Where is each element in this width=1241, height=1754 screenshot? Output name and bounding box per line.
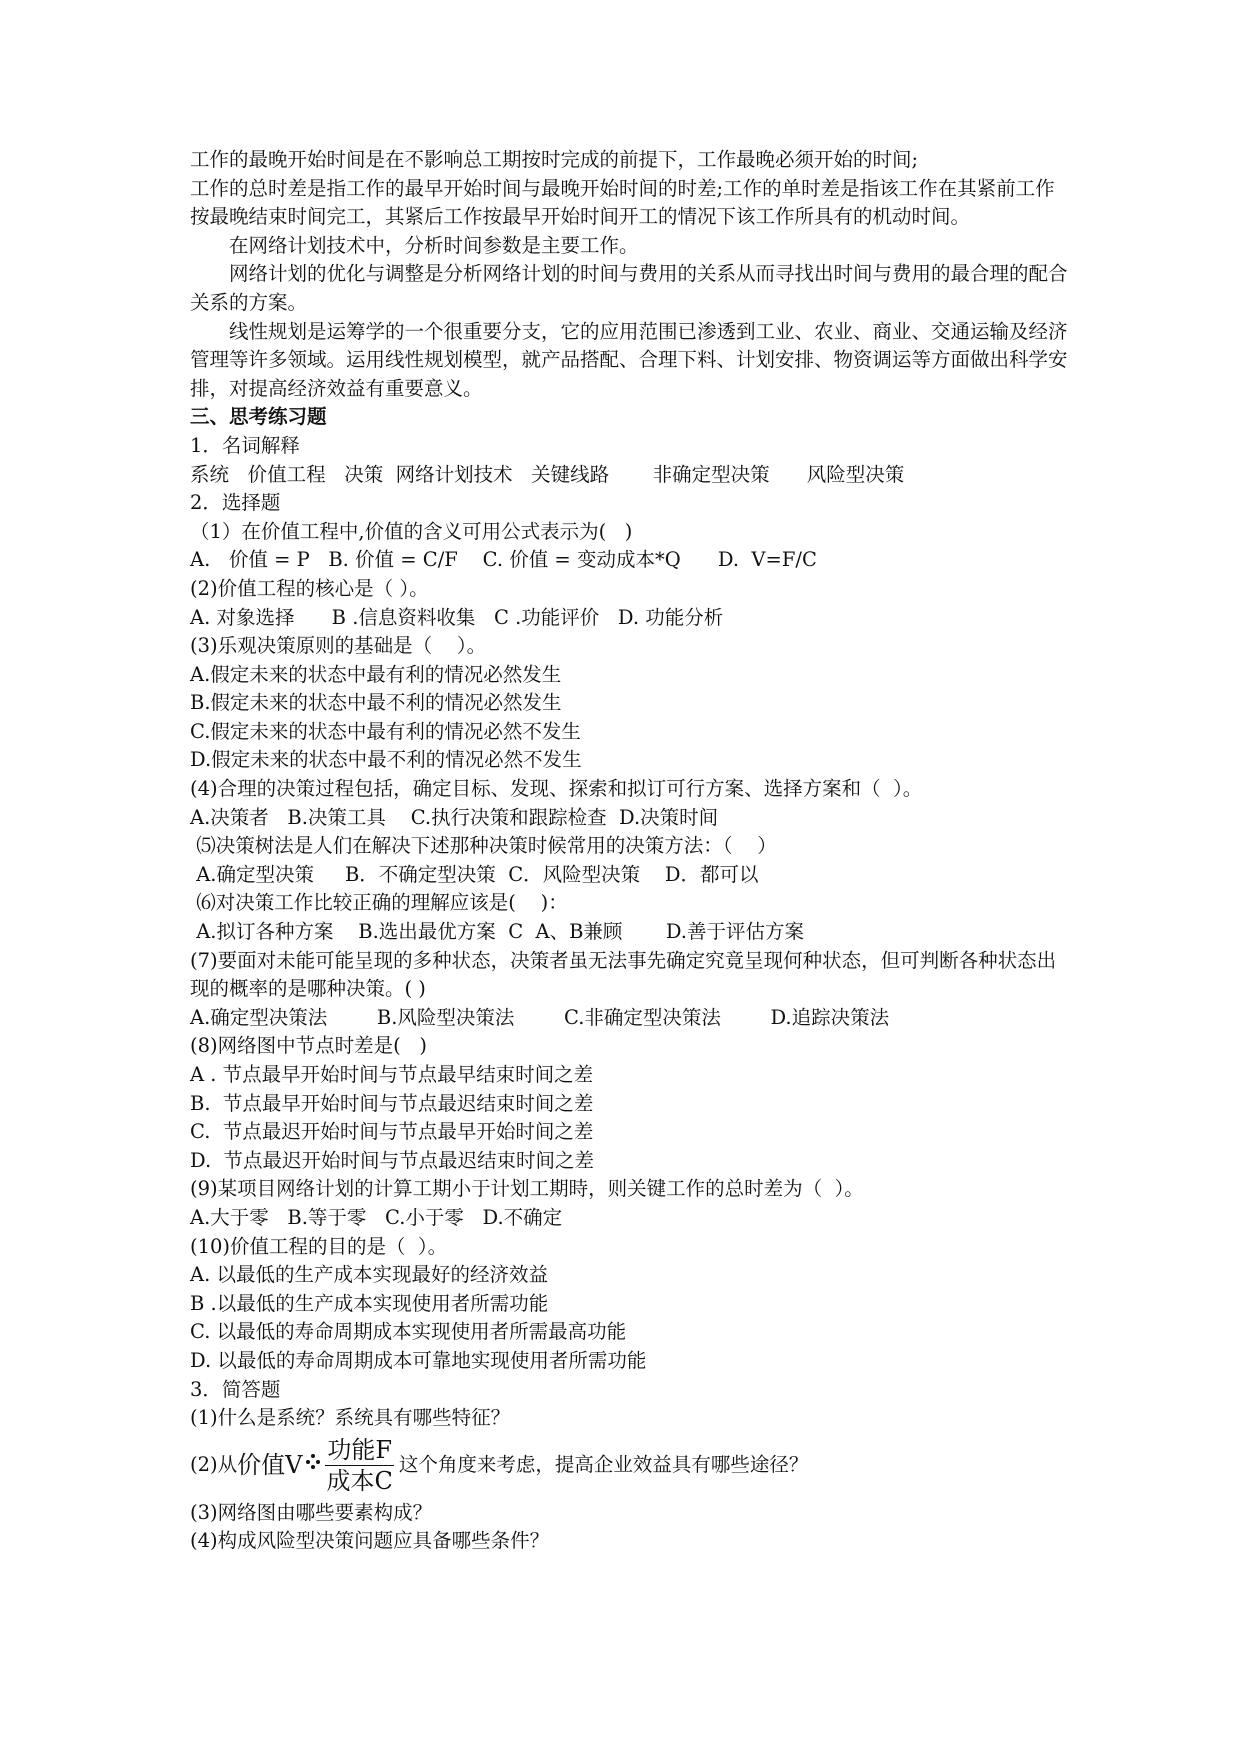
choice-question-1: （1）在价值工程中,价值的含义可用公式表示为( ) <box>190 519 633 543</box>
choice-option: B .以最低的生产成本实现使用者所需功能 <box>190 1291 549 1315</box>
q2-numerator: 功能F <box>327 1436 392 1465</box>
short-question-3: (3)网络图由哪些要素构成？ <box>190 1500 433 1524</box>
choice-question-7: (7)要面对未能可能呈现的多种状态，决策者虽无法事先确定究竟呈现何种状态，但可判断各种状态出现的概率的是哪种决策。( ) <box>190 948 1057 1001</box>
choice-question-4: (4)合理的决策过程包括，确定目标、发现、探索和拟订可行方案、选择方案和（ ）。 <box>190 777 923 801</box>
short-question-2 <box>190 1435 1070 1497</box>
choice-option: A.确定型决策法 B.风险型决策法 C.非确定型决策法 D.追踪决策法 <box>190 1005 890 1029</box>
choice-option: A.确定型决策 B．不确定型决策 C．风险型决策 D．都可以 <box>190 862 759 886</box>
short-question-4: (4)构成风险型决策问题应具备哪些条件？ <box>190 1529 550 1553</box>
choice-option: A.拟订各种方案 B.选出最优方案 C A、B兼顾 D.善于评估方案 <box>190 920 804 944</box>
choice-option: B.假定未来的状态中最不利的情况必然发生 <box>190 691 562 715</box>
short-answer-title: 3．简答题 <box>190 1377 281 1401</box>
document-page <box>190 146 1070 1556</box>
choice-option: D.假定未来的状态中最不利的情况必然不发生 <box>190 748 582 772</box>
choice-question-3: (3)乐观决策原则的基础是（ ）。 <box>190 634 487 658</box>
intro-paragraph-4: 网络计划的优化与调整是分析网络计划的时间与费用的关系从而寻找出时间与费用的最合理的配合关系的方案。 <box>190 262 1068 314</box>
terms-line: 系统 价值工程 决策 网络计划技术 关键线路 非确定型决策 风险型决策 <box>190 462 905 486</box>
q2-prefix: (2)从 <box>190 1453 238 1477</box>
intro-paragraph-2: 工作的总时差是指工作的最早开始时间与最晚开始时间的时差;工作的单时差是指该工作在其紧前工作按最晚结束时间完工，其紧后工作按最早开始时间开工的情况下该工作所具有的机动时间。 <box>190 176 1055 229</box>
choice-option: A.假定未来的状态中最有利的情况必然发生 <box>190 662 562 686</box>
intro-line-1: 工作的最晚开始时间是在不影响总工期按时完成的前提下，工作最晚必须开始的时间; <box>190 148 919 171</box>
choice-question-2: (2)价值工程的核心是（ ）。 <box>190 576 429 600</box>
choice-question-9: (9)某项目网络计划的计算工期小于计划工期時，则关键工作的总时差为（ ）。 <box>190 1177 864 1201</box>
choice-questions <box>190 518 1070 1376</box>
choice-question-5: ⑸决策树法是人们在解决下述那种决策时候常用的决策方法：（ ） <box>190 834 777 858</box>
choice-question-6: ⑹对决策工作比较正确的理解应该是( )： <box>190 891 568 915</box>
short-question-1: (1)什么是系统？系统具有哪些特征？ <box>190 1406 511 1430</box>
choice-option: D. 以最低的寿命周期成本可靠地实现使用者所需功能 <box>190 1348 647 1372</box>
intro-paragraph-5: 线性规划是运筹学的一个很重要分支，它的应用范围已渗透到工业、农业、商业、交通运输及经济管理等许多领域。运用线性规划模型，就产品搭配、合理下料、计划安排、物资调运等方面做出科学安排，对提高经济效益有重要意义。 <box>190 319 1068 400</box>
intro-paragraph-3: 在网络计划技术中，分析时间参数是主要工作。 <box>229 233 639 257</box>
section-heading: 三、思考练习题 <box>190 405 327 429</box>
terms-title: 1．名词解释 <box>190 433 300 457</box>
choice-option: A.决策者 B.决策工具 C.执行决策和跟踪检查 D.决策时间 <box>190 805 719 829</box>
choice-option: A. 对象选择 B .信息资料收集 C .功能评价 D. 功能分析 <box>190 605 724 629</box>
choice-option: A.大于零 B.等于零 C.小于零 D.不确定 <box>190 1205 563 1229</box>
choice-option: C. 节点最迟开始时间与节点最早开始时间之差 <box>190 1120 594 1144</box>
choice-option: B. 节点最早开始时间与节点最迟结束时间之差 <box>190 1091 594 1115</box>
choice-option: C. 以最低的寿命周期成本实现使用者所需最高功能 <box>190 1320 627 1344</box>
q2-denominator: 成本C <box>326 1467 393 1496</box>
q2-formula-lhs: 价值V <box>237 1451 303 1480</box>
choice-option: C.假定未来的状态中最有利的情况必然不发生 <box>190 719 581 743</box>
choice-option: A . 节点最早开始时间与节点最早结束时间之差 <box>190 1063 594 1086</box>
approx-symbol-icon <box>305 1453 321 1471</box>
q2-suffix: 这个角度来考虑，提高企业效益具有哪些途径？ <box>398 1453 809 1477</box>
choice-title: 2．选择题 <box>190 491 281 515</box>
choice-question-10: (10)价值工程的目的是（ ）。 <box>190 1234 448 1258</box>
choice-question-8: (8)网络图中节点时差是( ) <box>190 1034 427 1058</box>
choice-option: D. 节点最迟开始时间与节点最迟结束时间之差 <box>190 1148 595 1172</box>
choice-option: A. 价值 = P B. 价值 = C/F C. 价值 = 变动成本*Q D. V=F/C <box>190 548 817 572</box>
choice-option: A. 以最低的生产成本实现最好的经济效益 <box>190 1263 548 1287</box>
